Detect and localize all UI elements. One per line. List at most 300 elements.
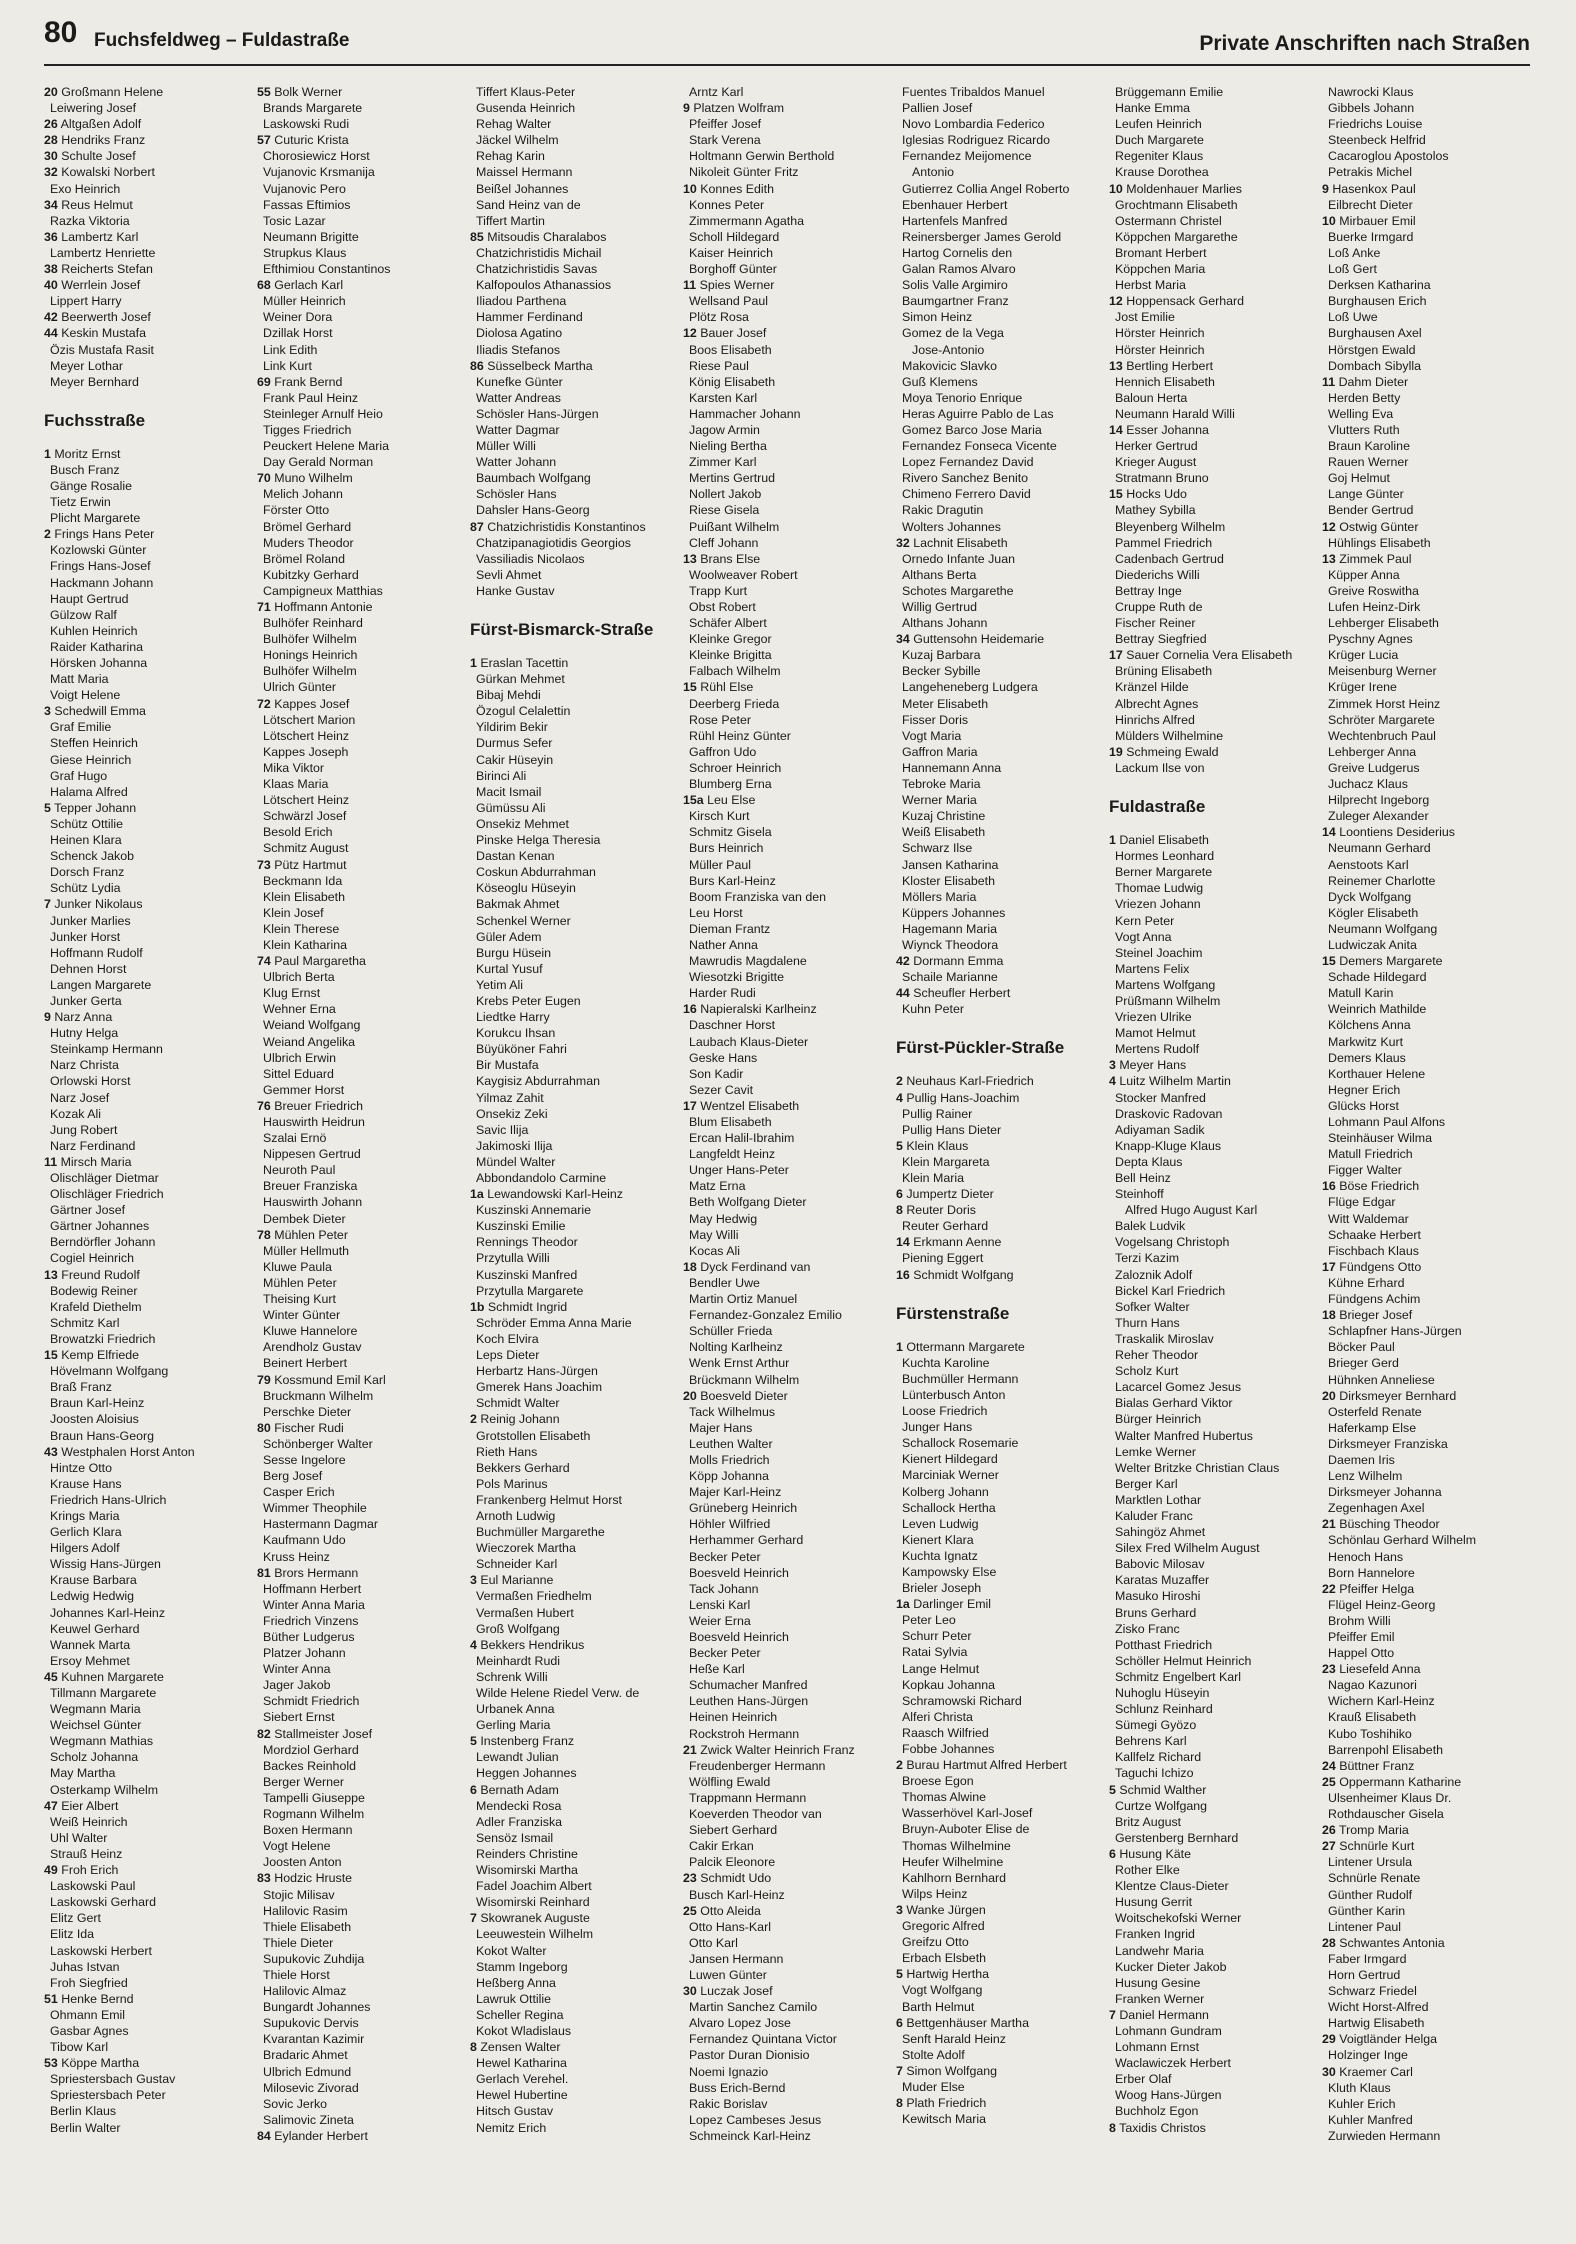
resident-name: Schmitz Gisela [689,825,772,840]
resident-name: Reinders Christine [476,1846,578,1861]
resident-name: Nolting Karlheinz [689,1340,783,1355]
resident-name: Terzi Kazim [1115,1251,1180,1266]
resident-entry [896,1170,1108,1186]
resident-name: Hormes Leonhard [1115,849,1215,864]
resident-name: Brömel Gerhard [263,519,352,534]
resident-entry [683,1339,895,1355]
resident-entry [470,1057,682,1073]
resident-entry [896,1580,1108,1596]
resident-name: Hackmann Johann [50,575,154,590]
resident-entry [257,824,469,840]
resident-name: Rieth Hans [476,1444,538,1459]
resident-name: Lintener Paul [1328,1919,1402,1934]
resident-name: Böcker Paul [1328,1340,1395,1355]
resident-entry [1322,502,1534,518]
resident-name: Berndörfler Johann [50,1235,156,1250]
resident-entry [470,1910,682,1926]
resident-entry [257,808,469,824]
resident-name: Franken Ingrid [1115,1927,1195,1942]
resident-name: Blumberg Erna [689,777,772,792]
resident-name: Cacaroglou Apostolos [1328,149,1449,164]
resident-name: Müller Heinrich [263,294,346,309]
resident-entry [1109,599,1321,615]
resident-name: Scheller Regina [476,2007,564,2022]
resident-entry [44,1685,256,1701]
resident-name: Strupkus Klaus [263,245,347,260]
resident-name: Laubach Klaus-Dieter [689,1034,809,1049]
resident-name: Tiffert Klaus-Peter [476,85,576,99]
house-number: 86 [470,358,484,373]
resident-entry [1109,583,1321,599]
house-number: 9 [1322,181,1329,196]
house-number: 22 [1322,1581,1336,1596]
house-number: 2 [470,1412,477,1427]
resident-entry [44,1749,256,1765]
resident-entry [470,1943,682,1959]
house-number: 16 [1322,1179,1336,1194]
resident-name: Siebert Gerhard [689,1823,778,1838]
resident-name: Joosten Anton [263,1855,342,1870]
resident-entry [1109,1717,1321,1733]
house-number: 44 [44,326,58,341]
resident-name: Frings Hans-Josef [50,559,151,574]
resident-name: Noemi Ignazio [689,2064,769,2079]
resident-entry [896,873,1108,889]
resident-name: Nawrocki Klaus [1328,85,1414,99]
resident-name: Klein Margareta [902,1154,990,1169]
resident-entry [44,1765,256,1781]
resident-name: Thomas Wilhelmine [902,1838,1011,1853]
resident-name: Jose-Antonio [912,342,985,357]
resident-name: Backes Reinhold [263,1758,356,1773]
resident-entry [896,1854,1108,1870]
resident-entry [896,1999,1108,2015]
resident-name: Neumann Brigitte [263,229,359,244]
resident-entry [470,342,682,358]
resident-entry [257,1758,469,1774]
resident-name: Köseoglu Hüseyin [476,881,576,896]
resident-name: Friedrich Hans-Ulrich [50,1492,167,1507]
resident-entry [470,1347,682,1363]
resident-name: Wanke Jürgen [906,1902,986,1917]
resident-name: Wissig Hans-Jürgen [50,1557,161,1572]
resident-entry [44,1138,256,1154]
resident-entry [257,1388,469,1404]
resident-name: Greive Roswitha [1328,583,1419,598]
house-number: 25 [1322,1774,1336,1789]
resident-name: Schröter Margarete [1328,712,1435,727]
resident-name: Hagemann Maria [902,921,998,936]
resident-name: Rose Peter [689,712,751,727]
resident-name: Reuter Gerhard [902,1219,989,1234]
resident-entry [1322,1227,1534,1243]
resident-name: Langfeldt Heinz [689,1147,776,1162]
resident-name: Maissel Hermann [476,165,573,180]
resident-name: Bettgenhäuser Martha [906,2015,1029,2030]
resident-entry [683,1726,895,1742]
resident-entry [44,181,256,197]
resident-name: Riese Gisela [689,503,760,518]
resident-name: Rivero Sanchez Benito [902,471,1029,486]
resident-entry [683,647,895,663]
resident-name: Weiner Dora [263,310,333,325]
resident-name: Krause Hans [50,1476,122,1491]
resident-name: Brüning Elisabeth [1115,664,1213,679]
resident-entry [896,229,1108,245]
resident-entry [896,647,1108,663]
resident-name: Alferi Christa [902,1709,973,1724]
resident-entry [896,776,1108,792]
resident-entry [44,446,256,462]
resident-name: Jakimoski Ilija [476,1138,553,1153]
resident-entry [470,1798,682,1814]
resident-name: Kokot Walter [476,1943,547,1958]
resident-name: Krauß Elisabeth [1328,1710,1417,1725]
resident-name: Hendriks Franz [61,133,146,148]
resident-entry [683,374,895,390]
resident-entry [683,2015,895,2031]
resident-entry [1109,1073,1321,1089]
house-number: 13 [44,1267,58,1282]
resident-name: Iliadou Parthena [476,294,567,309]
resident-name: Hegner Erich [1328,1082,1401,1097]
resident-name: Hocks Udo [1126,487,1187,502]
resident-entry [1322,1372,1534,1388]
resident-name: Junker Horst [50,929,121,944]
house-number: 21 [1322,1517,1336,1532]
resident-entry [896,1202,1108,1218]
resident-name: Peter Leo [902,1613,956,1628]
resident-entry [1322,293,1534,309]
resident-name: Koch Elvira [476,1331,539,1346]
resident-name: Sand Heinz van de [476,197,581,212]
house-number: 20 [44,85,58,99]
resident-entry [683,1194,895,1210]
resident-name: Silex Fred Wilhelm August [1115,1541,1260,1556]
page-header [44,12,1530,66]
resident-name: Schönlau Gerhard Wilhelm [1328,1533,1477,1548]
resident-name: Link Kurt [263,358,312,373]
resident-entry [896,2111,1108,2127]
resident-name: Otto Karl [689,1935,738,1950]
resident-entry [257,2047,469,2063]
resident-name: Herbst Maria [1115,278,1186,293]
resident-name: Freund Rudolf [61,1267,140,1282]
resident-name: Day Gerald Norman [263,455,374,470]
resident-entry [470,1492,682,1508]
resident-name: Eul Marianne [480,1573,554,1588]
resident-entry [1109,2087,1321,2103]
resident-entry [44,848,256,864]
resident-name: Platzer Johann [263,1646,346,1661]
resident-entry [257,696,469,712]
resident-entry [1109,2055,1321,2071]
resident-name: Jansen Hermann [689,1951,784,1966]
house-number: 10 [683,181,697,196]
resident-entry [470,993,682,1009]
resident-name: Simon Wolfgang [906,2063,998,2078]
resident-name: Zwick Walter Heinrich Franz [700,1742,855,1757]
resident-name: Wichern Karl-Heinz [1328,1694,1435,1709]
resident-entry [1322,985,1534,1001]
resident-name: Son Kadir [689,1066,744,1081]
resident-name: Siebert Ernst [263,1710,335,1725]
resident-name: Peuckert Helene Maria [263,439,390,454]
resident-entry [1109,1959,1321,1975]
resident-entry [1322,1404,1534,1420]
resident-name: Klein Elisabeth [263,889,345,904]
resident-entry [683,164,895,180]
resident-name: Bulhöfer Reinhard [263,616,363,631]
resident-name: Potthast Friedrich [1115,1637,1213,1652]
resident-name: Schulte Josef [61,149,136,164]
resident-entry [44,1798,256,1814]
resident-entry [896,84,1108,100]
resident-name: Pammel Friedrich [1115,535,1213,550]
resident-name: Tampelli Giuseppe [263,1790,365,1805]
resident-name: Nikoleit Günter Fritz [689,165,799,180]
resident-name: Schroer Heinrich [689,760,782,775]
resident-name: Wegmann Maria [50,1702,141,1717]
resident-entry [683,712,895,728]
resident-name: Witt Waldemar [1328,1211,1409,1226]
resident-name: Dirksmeyer Johanna [1328,1485,1442,1500]
resident-entry [896,1355,1108,1371]
resident-entry [470,309,682,325]
resident-name: Leeuwestein Wilhelm [476,1927,594,1942]
resident-name: Wegmann Mathias [50,1734,154,1749]
resident-name: Broese Egon [902,1774,974,1789]
resident-name: Birinci Ali [476,768,527,783]
resident-entry [1109,84,1321,100]
resident-entry [44,1492,256,1508]
resident-name: Goj Helmut [1328,471,1390,486]
resident-name: Bungardt Johannes [263,2000,371,2015]
house-number: 23 [683,1871,697,1886]
resident-name: Dieman Frantz [689,921,771,936]
resident-entry [470,486,682,502]
resident-entry [683,1130,895,1146]
resident-entry [1109,631,1321,647]
resident-entry [470,229,682,245]
resident-name: Baumbach Wolfgang [476,471,591,486]
resident-name: Narz Josef [50,1090,110,1105]
resident-entry [44,494,256,510]
resident-name: Hanke Emma [1115,101,1191,116]
resident-entry [1109,1379,1321,1395]
resident-entry [257,760,469,776]
resident-name: Stallmeister Josef [274,1726,373,1741]
resident-entry [470,1765,682,1781]
resident-entry [1322,181,1534,197]
resident-name: Gemmer Horst [263,1082,345,1097]
resident-name: Instenberg Franz [480,1734,575,1749]
resident-name: Brieger Josef [1339,1308,1413,1323]
resident-entry [1322,631,1534,647]
resident-entry [44,1894,256,1910]
resident-entry [1109,502,1321,518]
resident-entry [257,1114,469,1130]
resident-name: Krüger Irene [1328,680,1397,695]
resident-entry [683,1275,895,1291]
resident-name: Berger Karl [1115,1476,1178,1491]
resident-name: Köppchen Margarethe [1115,229,1238,244]
resident-name: Schlunz Reinhard [1115,1702,1213,1717]
resident-entry [257,1677,469,1693]
resident-entry [470,1621,682,1637]
resident-name: Wisomirski Martha [476,1863,578,1878]
resident-entry [470,1090,682,1106]
resident-name: Bender Gertrud [1328,503,1414,518]
resident-name: Hartog Cornelis den [902,245,1013,260]
resident-entry [257,229,469,245]
resident-name: Gülzow Ralf [50,607,117,622]
resident-entry [1109,848,1321,864]
resident-name: Regeniter Klaus [1115,149,1204,164]
resident-name: Thomas Alwine [902,1790,987,1805]
resident-entry [470,2023,682,2039]
resident-entry [683,1693,895,1709]
resident-name: Wiynck Theodora [902,937,999,952]
resident-name: Demers Margarete [1339,954,1443,969]
resident-name: Cogiel Heinrich [50,1251,135,1266]
resident-name: Kleinke Brigitta [689,648,772,663]
resident-name: Brieger Gerd [1328,1356,1399,1371]
resident-name: Gomez Barco Jose Maria [902,422,1042,437]
resident-entry [896,1154,1108,1170]
resident-name: Watter Dagmar [476,422,560,437]
house-number: 57 [257,133,271,148]
resident-entry [470,1814,682,1830]
resident-name: Thurn Hans [1115,1315,1180,1330]
house-number: 44 [896,986,910,1001]
resident-name: Neuhaus Karl-Friedrich [906,1074,1034,1089]
resident-name: Molls Friedrich [689,1452,770,1467]
resident-name: Erbach Elsbeth [902,1951,987,1966]
resident-name: Deerberg Frieda [689,696,780,711]
resident-name: Wasserhövel Karl-Josef [902,1806,1033,1821]
resident-entry [1109,213,1321,229]
resident-name: Spriestersbach Gustav [50,2072,176,2087]
resident-name: Muders Theodor [263,535,354,550]
resident-entry [683,1227,895,1243]
resident-name: Kleinke Gregor [689,632,772,647]
resident-entry [1322,1420,1534,1436]
resident-entry [44,1428,256,1444]
resident-name: Köppchen Maria [1115,262,1206,277]
resident-entry [1322,1500,1534,1516]
resident-entry [1109,1331,1321,1347]
resident-entry [1322,1484,1534,1500]
resident-name: Schumacher Manfred [689,1678,808,1693]
resident-name: Weiand Angelika [263,1034,356,1049]
resident-entry [1322,937,1534,953]
resident-entry [257,470,469,486]
resident-entry [257,2128,469,2144]
resident-entry [470,784,682,800]
resident-name: Krieger August [1115,455,1197,470]
resident-name: Steinel Joachim [1115,945,1203,960]
resident-entry [1322,325,1534,341]
house-number: 72 [257,696,271,711]
resident-entry [1322,1162,1534,1178]
resident-name: Kopkau Johanna [902,1677,996,1692]
resident-name: Weinrich Mathilde [1328,1002,1427,1017]
resident-entry [257,1806,469,1822]
resident-entry [683,1742,895,1758]
resident-name: Sovic Jerko [263,2096,328,2111]
resident-entry [683,1581,895,1597]
resident-entry [257,873,469,889]
resident-name: Burghausen Erich [1328,294,1427,309]
resident-entry [896,342,1108,358]
house-number: 1 [44,446,51,461]
resident-name: Schmid Walther [1119,1782,1207,1797]
house-number: 80 [257,1420,271,1435]
resident-entry [257,1742,469,1758]
resident-name: Süsselbeck Martha [487,358,593,373]
resident-entry [1109,993,1321,1009]
resident-entry [1322,1516,1534,1532]
resident-entry [470,245,682,261]
resident-entry [1109,406,1321,422]
resident-entry [257,857,469,873]
resident-name: Ersoy Mehmet [50,1653,130,1668]
resident-entry [470,1331,682,1347]
resident-entry [683,245,895,261]
house-number: 68 [257,278,271,293]
resident-entry [470,1170,682,1186]
resident-name: Ratai Sylvia [902,1645,968,1660]
resident-entry [1109,1830,1321,1846]
resident-name: Berlin Walter [50,2120,121,2135]
resident-entry [257,1082,469,1098]
resident-name: Pols Marinus [476,1476,548,1491]
resident-entry [257,148,469,164]
resident-name: Onsekiz Zeki [476,1106,548,1121]
resident-entry [44,2103,256,2119]
resident-entry [896,261,1108,277]
resident-entry [257,1822,469,1838]
resident-entry [44,880,256,896]
resident-name: Krafeld Diethelm [50,1299,142,1314]
resident-name: Derksen Katharina [1328,278,1431,293]
resident-name: Berger Werner [263,1774,345,1789]
resident-entry [44,1572,256,1588]
resident-entry [257,1017,469,1033]
resident-entry [896,857,1108,873]
house-number: 19 [1109,744,1123,759]
resident-name: Ulbrich Edmund [263,2064,352,2079]
resident-name: Henke Bernd [61,1991,134,2006]
resident-name: Weiß Heinrich [50,1814,128,1829]
resident-name: Böse Friedrich [1339,1179,1420,1194]
resident-name: May Willi [689,1227,739,1242]
resident-name: Leps Dieter [476,1348,540,1363]
resident-name: Wenk Ernst Arthur [689,1356,790,1371]
section-title: Private Anschriften nach Straßen [1199,32,1530,55]
resident-name: Dyck Ferdinand van [700,1259,811,1274]
resident-entry [1322,1468,1534,1484]
resident-name: Trappmann Hermann [689,1790,807,1805]
resident-name: Ulrich Günter [263,680,336,695]
resident-entry [1109,2007,1321,2023]
resident-name: Link Edith [263,342,318,357]
resident-name: Lawruk Ottilie [476,1991,552,2006]
resident-entry [257,181,469,197]
resident-entry [1322,1645,1534,1661]
resident-name: Hilgers Adolf [50,1541,120,1556]
